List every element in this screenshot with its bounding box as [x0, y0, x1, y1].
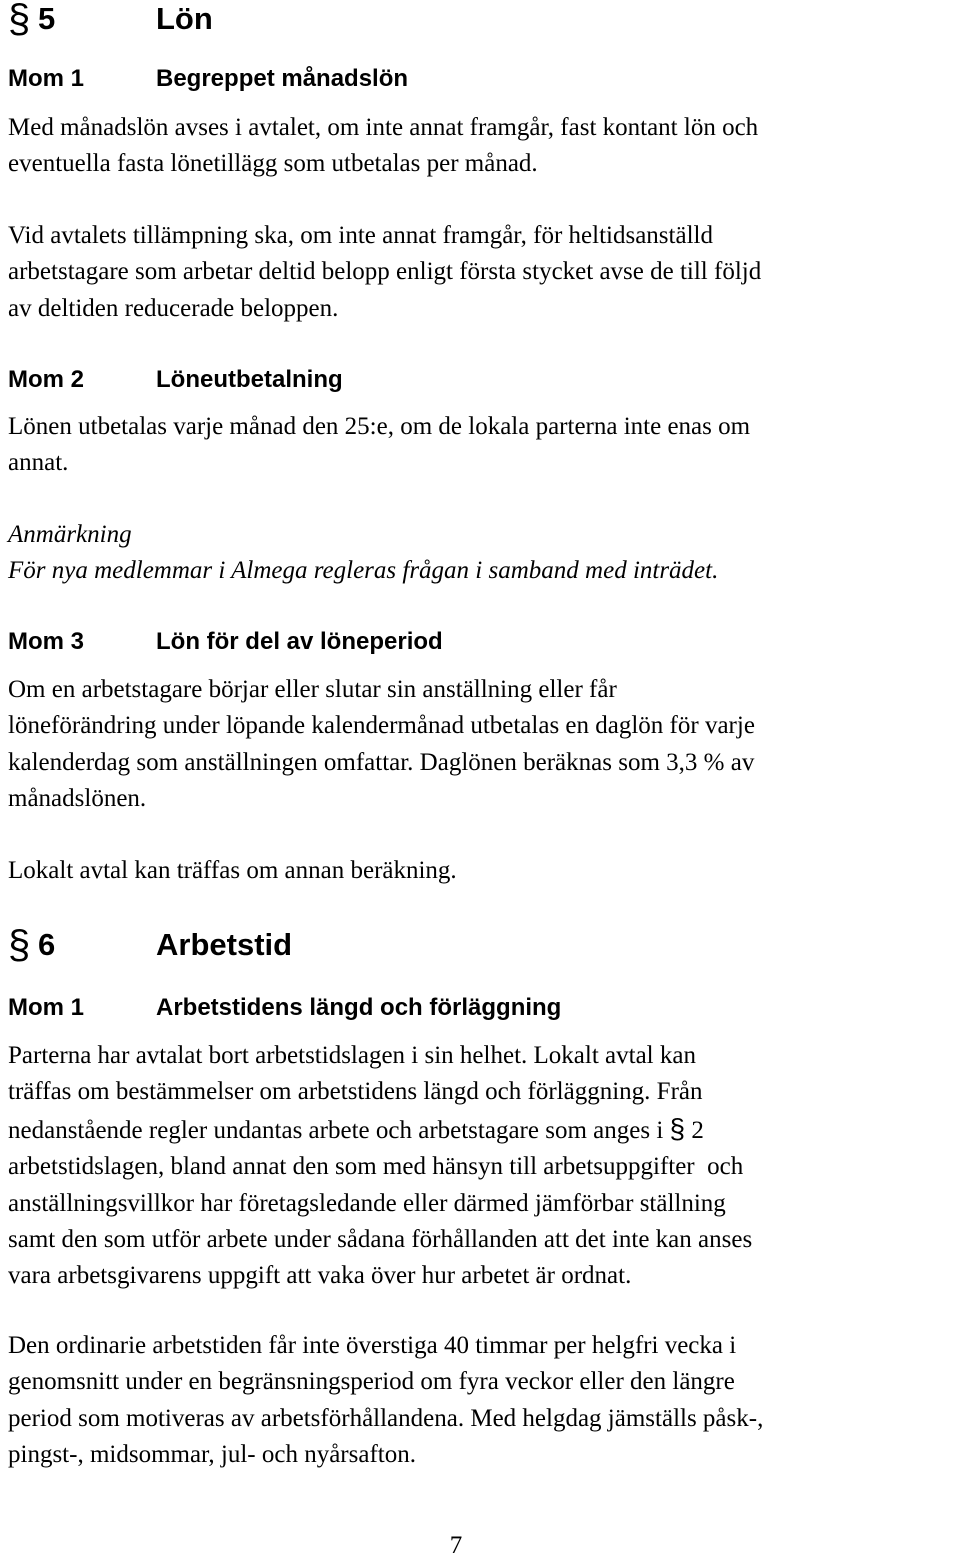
section-number: 5 — [38, 1, 56, 36]
paragraph — [8, 1038, 952, 1295]
section-mark: § — [8, 923, 31, 967]
note-heading: Anmärkning — [8, 521, 132, 548]
text-line: eventuella fasta lönetillägg som utbetalas per månad. — [8, 150, 538, 178]
mom-heading — [8, 993, 561, 1023]
text-line: av deltiden reducerade beloppen. — [8, 294, 339, 322]
text-line: Vid avtalets tillämpning ska, om inte annat framgår, för heltidsanställd — [8, 222, 713, 249]
mom-title: Arbetstidens längd och förläggning — [156, 994, 562, 1021]
page-number: 7 — [449, 1532, 463, 1559]
paragraph — [8, 1328, 952, 1474]
text-line: anställningsvillkor har företagsledande eller därmed jämförbar ställning — [8, 1189, 726, 1217]
mom-label: Mom 3 — [8, 628, 85, 655]
section-heading-5 — [8, 0, 213, 41]
text-line: träffas om bestämmelser om arbetstidens längd och förläggning. Från — [8, 1078, 703, 1106]
text-line: arbetstagare som arbetar deltid belopp enligt första stycket avse de till följd — [8, 258, 762, 286]
paragraph — [8, 110, 952, 183]
mom-title: Begreppet månadslön — [156, 65, 409, 92]
text-line: annat. — [8, 449, 69, 477]
paragraph — [8, 218, 952, 327]
text-line: Med månadslön avses i avtalet, om inte annat framgår, fast kontant lön och — [8, 114, 759, 141]
mom-title: Lön för del av löneperiod — [156, 628, 443, 655]
text-line: Om en arbetstagare börjar eller slutar sin anställning eller får — [8, 676, 617, 703]
text-line: Den ordinarie arbetstiden får inte överstiga 40 timmar per helgfri vecka i — [8, 1332, 737, 1359]
text-line: vara arbetsgivarens uppgift att vaka över hur arbetet är ordnat. — [8, 1262, 632, 1290]
section-heading-6 — [8, 923, 293, 967]
mom-heading — [8, 365, 343, 395]
section-number: 6 — [38, 927, 56, 962]
mom-title: Löneutbetalning — [156, 366, 343, 393]
section-title: Arbetstid — [156, 927, 293, 962]
paragraph — [8, 853, 952, 889]
text-line-with-ref — [8, 1111, 952, 1149]
text-line: nedanstående regler undantas arbete och arbetstagare som anges i — [8, 1116, 664, 1144]
text-line: pingst-, midsommar, jul- och nyårsafton. — [8, 1441, 416, 1469]
text-line: period som motiveras av arbetsförhållandena. Med helgdag jämställs påsk-, — [8, 1404, 764, 1432]
text-line: Lönen utbetalas varje månad den 25:e, om de lokala parterna inte enas om — [8, 413, 751, 440]
mom-heading — [8, 627, 443, 657]
section-mark: § — [8, 0, 31, 41]
section-ref-mark: § — [669, 1112, 686, 1144]
text-line: genomsnitt under en begränsningsperiod om fyra veckor eller den längre — [8, 1368, 735, 1396]
paragraph — [8, 672, 952, 818]
section-title: Lön — [156, 1, 213, 36]
text-line: arbetstidslagen, bland annat den som med hänsyn till arbetsuppgifter och — [8, 1153, 744, 1181]
paragraph — [8, 409, 952, 482]
text-line: löneförändring under löpande kalendermånad utbetalas en daglön för varje — [8, 712, 755, 740]
section-ref-number: 2 — [691, 1116, 704, 1144]
mom-label: Mom 2 — [8, 366, 85, 393]
note-text: För nya medlemmar i Almega regleras frågan i samband med inträdet. — [8, 557, 719, 585]
mom-label: Mom 1 — [8, 994, 85, 1021]
text-line: Lokalt avtal kan träffas om annan beräkning. — [8, 857, 457, 884]
text-line: kalenderdag som anställningen omfattar. Daglönen beräknas som 3,3 % av — [8, 748, 755, 776]
text-line: månadslönen. — [8, 785, 147, 813]
mom-heading — [8, 64, 408, 94]
text-line: Parterna har avtalat bort arbetstidslagen i sin helhet. Lokalt avtal kan — [8, 1042, 696, 1069]
text-line: samt den som utför arbete under sådana förhållanden att det inte kan anses — [8, 1226, 753, 1254]
note-block — [8, 517, 952, 590]
mom-label: Mom 1 — [8, 65, 85, 92]
